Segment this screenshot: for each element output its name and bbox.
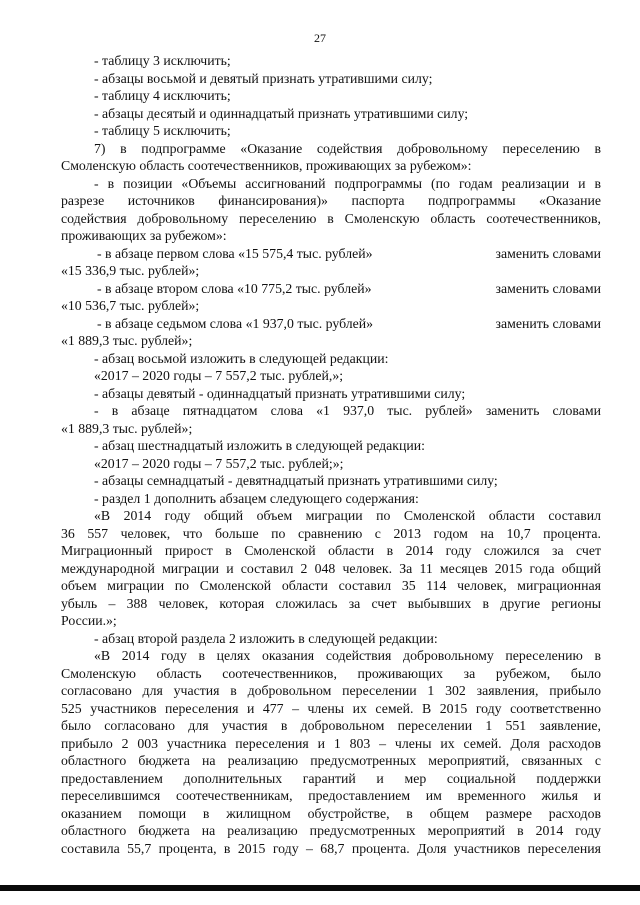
- text-line: Смоленскую область соотечественников, проживающих за рубежом»:: [61, 158, 472, 173]
- text-line: объем миграции по Смоленской области составил 35 114 человек, миграционная: [61, 578, 601, 593]
- text-line: убыль – 388 человек, которая сложилась за счет выбывших в другие регионы: [61, 595, 601, 611]
- text-line: - таблицу 3 исключить;: [94, 53, 231, 68]
- text-line: прибыло 2 003 участника переселения и 1 803 – члены их семей. Доля расходов: [61, 735, 601, 751]
- text-line: 36 557 человек, что больше по сравнению с 2013 годом на 10,7 процента.: [61, 525, 601, 541]
- page-bottom-border: [0, 885, 640, 891]
- text-line-right: заменить словами: [495, 280, 601, 296]
- text-line: - таблицу 4 исключить;: [94, 88, 231, 103]
- text-line: 525 участников переселения и 477 – члены их семей. В 2015 году соответственно: [61, 700, 601, 716]
- text-line: - абзац шестнадцатый изложить в следующей редакции:: [94, 438, 425, 453]
- text-line: [61, 315, 601, 333]
- text-line: переселившимся соотечественникам, предоставлением им временного жилья и: [61, 788, 601, 803]
- text-line: областного бюджета на реализацию предусмотренных мероприятий, связанных с: [61, 753, 601, 768]
- text-line: - абзац восьмой изложить в следующей редакции:: [94, 350, 389, 366]
- text-line: оказанием помощи в жилищном обустройстве, в общем размере расходов: [61, 805, 601, 821]
- text-line: областного бюджета на реализацию предусмотренных мероприятий в 2014 году: [61, 823, 601, 838]
- text-line-left: - в абзаце седьмом слова «1 937,0 тыс. рублей»: [97, 315, 374, 331]
- text-line: содействия добровольному переселению в Смоленскую область соотечественников,: [61, 210, 601, 226]
- text-line: международной миграции и составил 2 048 человек. За 11 месяцев 2015 года общий: [61, 560, 601, 576]
- text-line: Миграционный прирост в Смоленской области в 2014 году сложился за счет: [61, 543, 601, 558]
- text-line: «1 889,3 тыс. рублей»;: [61, 333, 193, 348]
- text-line: «15 336,9 тыс. рублей»;: [61, 263, 200, 278]
- document-body: [61, 52, 601, 857]
- text-line: согласовано для участия в добровольном переселении 1 302 заявления, прибыло: [61, 683, 601, 698]
- text-line: составила 55,7 процента, в 2015 году – 68,7 процента. Доля участников переселения: [61, 840, 601, 856]
- text-line: [61, 280, 601, 298]
- text-line: «2017 – 2020 годы – 7 557,2 тыс. рублей;»;: [94, 455, 344, 471]
- text-line: «10 536,7 тыс. рублей»;: [61, 298, 200, 313]
- text-line-left: - в абзаце втором слова «10 775,2 тыс. рублей»: [97, 280, 372, 296]
- text-line: «В 2014 году в целях оказания содействия добровольному переселению в: [94, 648, 601, 663]
- text-line: «1 889,3 тыс. рублей»;: [61, 420, 193, 436]
- text-line: предоставлением дополнительных гарантий и мер социальной поддержки: [61, 770, 601, 786]
- text-line: - в абзаце пятнадцатом слова «1 937,0 тыс. рублей» заменить словами: [94, 403, 601, 418]
- text-line: - абзацы девятый - одиннадцатый признать утратившими силу;: [94, 385, 466, 401]
- text-line: - абзацы семнадцатый - девятнадцатый признать утратившими силу;: [94, 473, 498, 488]
- text-line: «В 2014 году общий объем миграции по Смоленской области составил: [94, 508, 601, 523]
- text-line: разрезе источников финансирования)» паспорта подпрограммы «Оказание: [61, 193, 601, 208]
- text-line: - абзац второй раздела 2 изложить в следующей редакции:: [94, 630, 438, 646]
- text-line: - абзацы восьмой и девятый признать утратившими силу;: [94, 70, 433, 86]
- text-line: «2017 – 2020 годы – 7 557,2 тыс. рублей,»;: [94, 368, 344, 383]
- text-line: - раздел 1 дополнить абзацем следующего содержания:: [94, 490, 419, 506]
- text-line: - абзацы десятый и одиннадцатый признать утратившими силу;: [94, 105, 469, 121]
- text-line: Смоленскую область соотечественников, проживающих за рубежом, было: [61, 665, 601, 681]
- text-line-right: заменить словами: [495, 245, 601, 261]
- text-line: - в позиции «Объемы ассигнований подпрограммы (по годам реализации и в: [94, 175, 601, 191]
- text-line: - таблицу 5 исключить;: [94, 123, 231, 138]
- text-line: было согласовано для участия в добровольном переселении 1 551 заявление,: [61, 718, 601, 733]
- text-line: [61, 245, 601, 263]
- page-number: 27: [314, 31, 326, 45]
- text-line: России.»;: [61, 613, 117, 628]
- text-line: проживающих за рубежом»:: [61, 228, 227, 243]
- text-line: 7) в подпрограмме «Оказание содействия добровольному переселению в: [94, 140, 601, 156]
- text-line-left: - в абзаце первом слова «15 575,4 тыс. рублей»: [97, 245, 373, 261]
- text-line-right: заменить словами: [495, 315, 601, 331]
